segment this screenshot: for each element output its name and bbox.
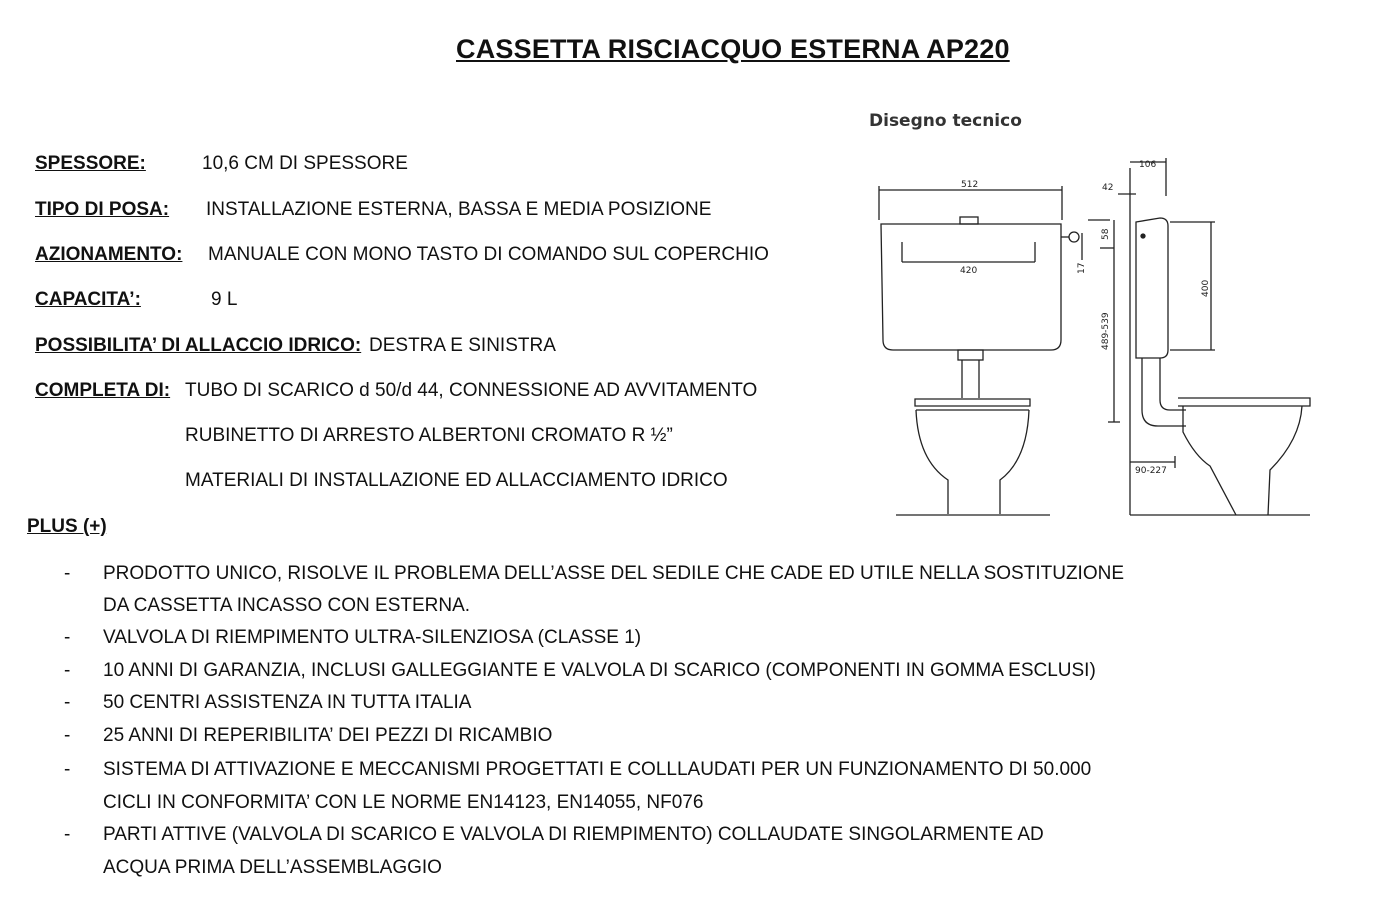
list-item: - PRODOTTO UNICO, RISOLVE IL PROBLEMA DELL’ASSE DEL SEDILE CHE CADE ED UTILE NELLA SOSTITUZIONE xyxy=(64,563,1124,584)
spec-value: 9 L xyxy=(211,289,238,310)
page-title: CASSETTA RISCIACQUO ESTERNA AP220 xyxy=(456,34,1010,64)
bullet-dash: - xyxy=(64,759,71,780)
spec-row-tipo-posa xyxy=(35,199,712,221)
completa-extra-line: MATERIALI DI INSTALLAZIONE ED ALLACCIAMENTO IDRICO xyxy=(185,470,728,491)
spec-row-spessore xyxy=(35,153,408,175)
list-item: - 10 ANNI DI GARANZIA, INCLUSI GALLEGGIANTE E VALVOLA DI SCARICO (COMPONENTI IN GOMMA ESCLUSI) xyxy=(64,660,1096,681)
list-item: - VALVOLA DI RIEMPIMENTO ULTRA-SILENZIOSA (CLASSE 1) xyxy=(64,627,642,648)
spec-row-allaccio xyxy=(35,335,556,357)
list-item: - 25 ANNI DI REPERIBILITA’ DEI PEZZI DI RICAMBIO xyxy=(64,725,553,746)
spec-value: DESTRA E SINISTRA xyxy=(369,335,556,356)
bullet-dash: - xyxy=(64,563,71,584)
spec-row-completa xyxy=(35,380,758,402)
spec-value: TUBO DI SCARICO d 50/d 44, CONNESSIONE AD AVVITAMENTO xyxy=(185,380,758,401)
plus-heading: PLUS (+) xyxy=(27,516,107,537)
spec-value: INSTALLAZIONE ESTERNA, BASSA E MEDIA POSIZIONE xyxy=(206,199,712,220)
spec-row-capacita xyxy=(35,289,238,311)
drawing-title: Disegno tecnico xyxy=(869,111,1022,131)
spec-label: SPESSORE: xyxy=(35,153,146,174)
dim-label: 106 xyxy=(1139,160,1157,170)
spec-value: MANUALE CON MONO TASTO DI COMANDO SUL COPERCHIO xyxy=(208,244,769,265)
spec-label: CAPACITA’: xyxy=(35,289,141,310)
dim-label: 17 xyxy=(1077,262,1087,274)
list-item-continuation: ACQUA PRIMA DELL’ASSEMBLAGGIO xyxy=(103,857,442,878)
spec-label: POSSIBILITA’ DI ALLACCIO IDRICO: xyxy=(35,335,362,356)
spec-row-azionamento xyxy=(35,244,769,266)
spec-label: AZIONAMENTO: xyxy=(35,244,183,265)
list-item: - 50 CENTRI ASSISTENZA IN TUTTA ITALIA xyxy=(64,692,472,713)
spec-value: 10,6 CM DI SPESSORE xyxy=(202,153,408,174)
dim-label: 489-539 xyxy=(1101,312,1111,350)
bullet-dash: - xyxy=(64,660,71,681)
dim-label: 90-227 xyxy=(1135,466,1167,476)
list-item: - PARTI ATTIVE (VALVOLA DI SCARICO E VALVOLA DI RIEMPIMENTO) COLLAUDATE SINGOLARMENTE AD xyxy=(64,824,1044,845)
dim-label: 58 xyxy=(1101,228,1111,240)
dim-label: 400 xyxy=(1201,279,1211,297)
bullet-dash: - xyxy=(64,627,71,648)
dim-label: 42 xyxy=(1102,183,1114,193)
list-item-continuation: DA CASSETTA INCASSO CON ESTERNA. xyxy=(103,595,471,616)
bullet-dash: - xyxy=(64,824,71,845)
completa-extra-line: RUBINETTO DI ARRESTO ALBERTONI CROMATO R ½” xyxy=(185,425,673,446)
bullet-dash: - xyxy=(64,725,71,746)
dim-label: 420 xyxy=(960,266,978,276)
bullet-dash: - xyxy=(64,692,71,713)
technical-drawing xyxy=(870,150,1320,525)
list-item-continuation: CICLI IN CONFORMITA’ CON LE NORME EN14123, EN14055, NF076 xyxy=(103,792,704,813)
dim-label: 512 xyxy=(961,180,979,190)
list-item: - SISTEMA DI ATTIVAZIONE E MECCANISMI PROGETTATI E COLLLAUDATI PER UN FUNZIONAMENTO DI 50.000 xyxy=(64,759,1092,780)
spec-label: COMPLETA DI: xyxy=(35,380,171,401)
spec-label: TIPO DI POSA: xyxy=(35,199,170,220)
